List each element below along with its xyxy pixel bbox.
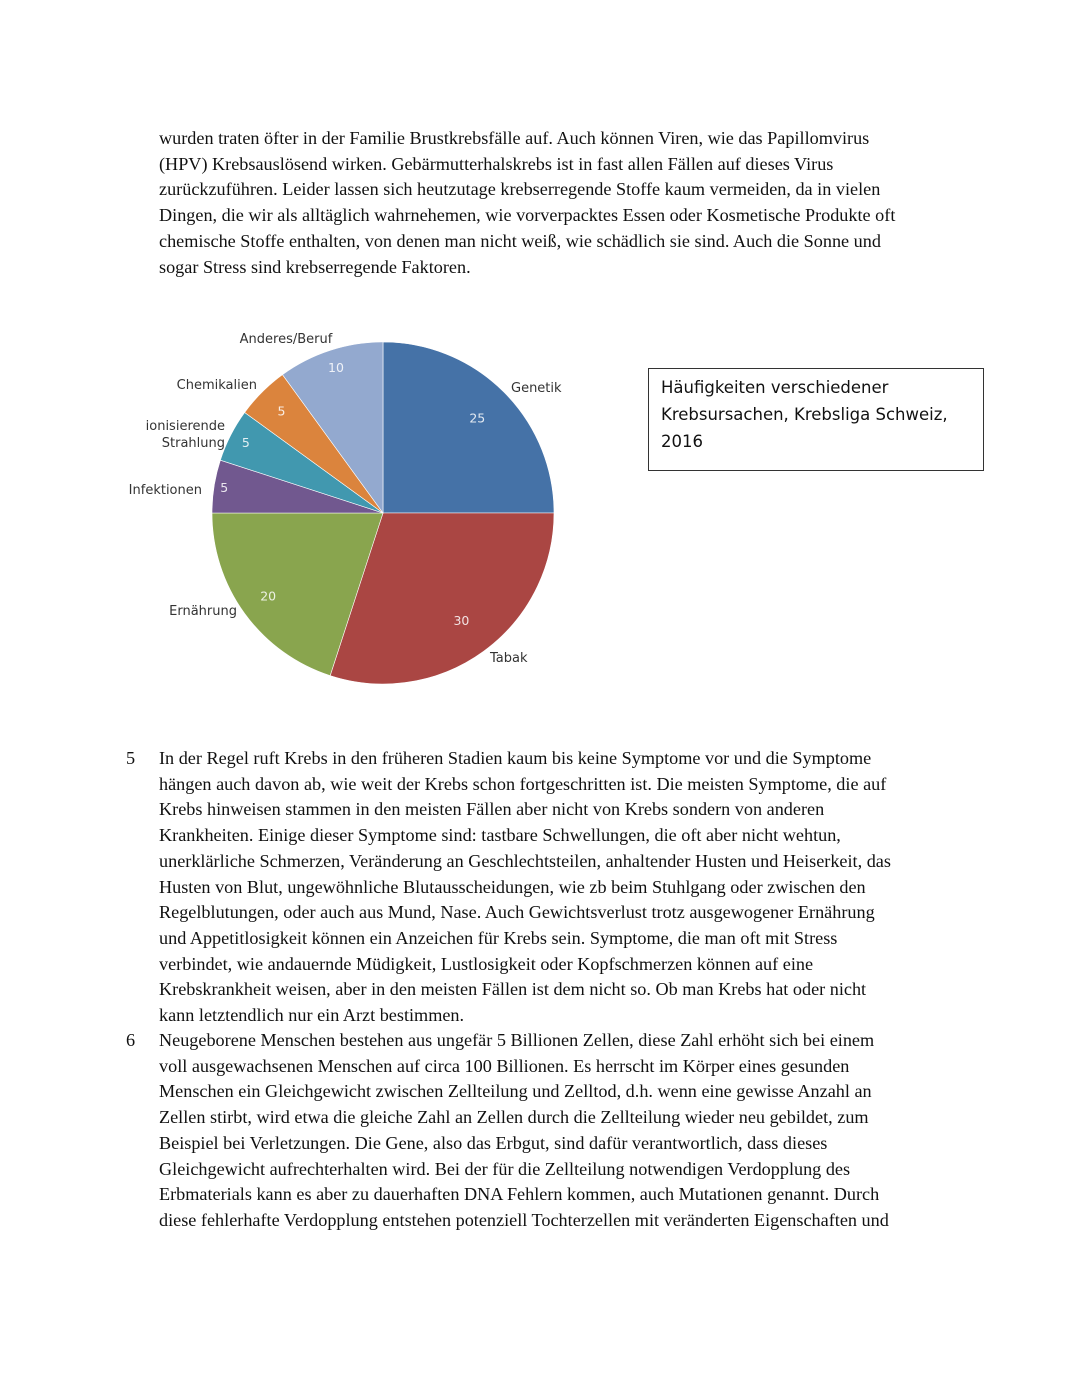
pie-category-label: Infektionen (128, 483, 202, 498)
text-line: Husten von Blut, ungewöhnliche Blutausscheidungen, wie zb beim Stuhlgang oder zwischen den (159, 876, 866, 897)
text-line: verbindet, wie andauernde Müdigkeit, Lustlosigkeit oder Kopfschmerzen können auf eine (159, 953, 814, 974)
pie-category-label: ionisierende Strahlung (145, 419, 225, 451)
text-line: Regelblutungen, oder auch aus Mund, Nase. Auch Gewichtsverlust trotz ausgewogener Ernährung (159, 902, 875, 923)
caption-line: Häufigkeiten verschiedener (661, 378, 889, 397)
text-line: unerklärliche Schmerzen, Veränderung an Geschlechtsteilen, anhaltender Husten und Heiserkeit, das (159, 850, 891, 871)
text-line: Menschen ein Gleichgewicht zwischen Zellteilung und Zelltod, d.h. wenn eine gewisse Anzahl an (159, 1081, 872, 1102)
pie-slice-genetik (383, 342, 554, 513)
pie-value-label: 10 (328, 360, 344, 375)
text-line: Krankheiten. Einige dieser Symptome sind: tastbare Schwellungen, die oft aber nicht wehtun, (159, 825, 841, 846)
section-5-paragraph (159, 746, 959, 1029)
pie-value-label: 20 (260, 588, 277, 604)
text-line: und Appetitlosigkeit können ein Anzeichen für Krebs sein. Symptome, die man oft mit Stress (159, 927, 838, 948)
pie-value-label: 5 (241, 435, 250, 451)
section-number: 5 (126, 748, 136, 768)
pie-category-label: Chemikalien (176, 378, 257, 393)
section-6-paragraph (159, 1028, 959, 1234)
text-line: hängen auch davon ab, wie weit der Krebs schon fortgeschritten ist. Die meisten Symptome, die auf (159, 773, 887, 794)
caption-line: Krebsursachen, Krebsliga Schweiz, (661, 405, 948, 424)
pie-category-label: Tabak (490, 651, 528, 666)
pie-value-label: 5 (277, 403, 286, 419)
text-line: Beispiel bei Verletzungen. Die Gene, also das Erbgut, sind dafür verantwortlich, dass dieses (159, 1132, 828, 1153)
chart-caption-box (648, 368, 984, 471)
text-line: voll ausgewachsenen Menschen auf circa 100 Billionen. Es herrscht im Körper eines gesunden (159, 1055, 850, 1076)
text-line: Krebskrankheit weisen, aber in den meisten Fällen ist dem nicht so. Ob man Krebs hat oder nicht (159, 979, 867, 1000)
section-number: 6 (126, 1030, 136, 1050)
text-line: Neugeborene Menschen bestehen aus ungefär 5 Billionen Zellen, diese Zahl erhöht sich bei einem (159, 1030, 875, 1050)
text-line: Dingen, die wir als alltäglich wahrnehemen, wie vorverpacktes Essen oder Kosmetische Produkte oft (159, 205, 896, 226)
pie-category-label: Ernährung (169, 604, 237, 619)
text-line: kann letztendlich nur ein Arzt bestimmen. (159, 1005, 465, 1026)
text-line: Gleichgewicht aufrechterhalten wird. Bei der für die Zellteilung notwendigen Verdopplung des (159, 1158, 851, 1179)
text-line: diese fehlerhafte Verdopplung entstehen potenziell Tochterzellen mit veränderten Eigenschaften und (159, 1209, 889, 1230)
caption-line: 2016 (661, 432, 703, 451)
intro-paragraph (159, 126, 959, 280)
text-line: sogar Stress sind krebserregende Faktoren. (159, 256, 471, 277)
text-line: In der Regel ruft Krebs in den früheren Stadien kaum bis keine Symptome vor und die Symptome (159, 748, 872, 768)
text-line: wurden traten öfter in der Familie Brustkrebsfälle auf. Auch können Viren, wie das Papillomvirus (159, 128, 870, 148)
text-line: chemische Stoffe enthalten, von denen man nicht weiß, wie schädlich sie sind. Auch die Sonne und (159, 230, 881, 251)
text-line: Zellen stirbt, wird etwa die gleiche Zahl an Zellen durch die Zellteilung wieder neu gebildet, zum (159, 1107, 869, 1128)
pie-value-label: 30 (453, 612, 470, 628)
text-line: Erbmaterials kann es aber zu dauerhaften DNA Fehlern kommen, auch Mutationen genannt. Durch (159, 1184, 880, 1205)
text-line: (HPV) Krebsauslösend wirken. Gebärmutterhalskrebs ist in fast allen Fällen auf dieses Virus (159, 153, 834, 174)
pie-value-label: 5 (220, 479, 229, 495)
pie-category-label: Anderes/Beruf (239, 332, 333, 347)
text-line: Krebs hinweisen stammen in den meisten Fällen aber nicht von Krebs sondern von anderen (159, 799, 825, 820)
pie-value-label: 25 (469, 410, 486, 426)
pie-category-label: Genetik (511, 381, 562, 396)
pie-chart (120, 320, 600, 700)
text-line: zurückzuführen. Leider lassen sich heutzutage krebserregende Stoffe kaum vermeiden, da in vielen (159, 179, 881, 200)
